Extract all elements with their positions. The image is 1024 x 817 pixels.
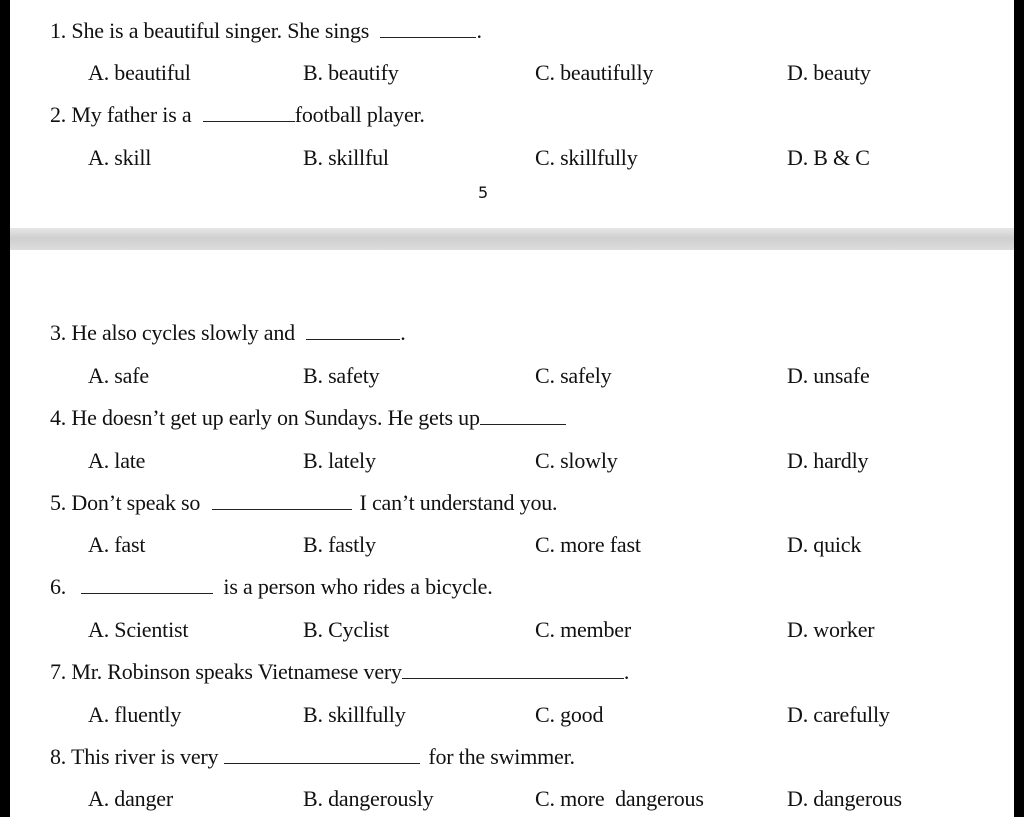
question-1 [50,18,482,44]
option-c[interactable]: C. more dangerous [535,786,704,811]
option-b[interactable]: B. skillful [303,145,389,170]
question-text: She is a beautiful singer. She sings [71,18,370,43]
option-a[interactable]: A. Scientist [88,617,189,642]
question-text-end: is a person who rides a bicycle. [223,574,493,599]
option-b[interactable]: B. beautify [303,60,399,85]
question-text-end: . [623,659,630,684]
question-number: 2. [50,102,67,127]
option-a[interactable]: A. beautiful [88,60,191,85]
question-text: Mr. Robinson speaks Vietnamese very [71,659,402,684]
answer-blank[interactable] [402,660,624,679]
option-c[interactable]: C. safely [535,363,612,388]
question-text-end: I can’t understand you. [359,490,558,515]
option-a[interactable]: A. late [88,448,146,473]
question-text: He doesn’t get up early on Sundays. He gets up [71,405,480,430]
option-a[interactable]: A. skill [88,145,152,170]
option-d[interactable]: D. B & C [787,145,870,170]
option-d[interactable]: D. beauty [787,60,871,85]
option-c[interactable]: C. more fast [535,532,641,557]
question-3 [50,320,406,346]
option-b[interactable]: B. safety [303,363,380,388]
option-a[interactable]: A. fluently [88,702,182,727]
option-b[interactable]: B. lately [303,448,376,473]
option-d[interactable]: D. worker [787,617,875,642]
option-d[interactable]: D. hardly [787,448,869,473]
question-text: He also cycles slowly and [71,320,295,345]
option-b[interactable]: B. skillfully [303,702,406,727]
page-number: 5 [478,183,489,202]
option-d[interactable]: D. quick [787,532,862,557]
question-4 [50,405,566,431]
question-number: 1. [50,18,67,43]
option-a[interactable]: A. safe [88,363,149,388]
question-number: 3. [50,320,67,345]
option-c[interactable]: C. member [535,617,631,642]
question-text: My father is a [71,102,192,127]
option-d[interactable]: D. unsafe [787,363,870,388]
question-number: 6. [50,574,67,599]
option-d[interactable]: D. carefully [787,702,890,727]
option-b[interactable]: B. fastly [303,532,376,557]
question-2 [50,102,425,128]
question-text-end: . [400,320,406,345]
page-gap [10,228,1014,250]
option-d[interactable]: D. dangerous [787,786,902,811]
answer-blank[interactable] [380,19,476,38]
question-7 [50,659,629,685]
question-6 [50,574,493,600]
question-text: This river is very [71,744,219,769]
answer-blank[interactable] [480,406,566,425]
question-number: 7. [50,659,67,684]
question-8 [50,744,575,770]
option-b[interactable]: B. Cyclist [303,617,390,642]
option-a[interactable]: A. fast [88,532,146,557]
option-a[interactable]: A. danger [88,786,173,811]
answer-blank[interactable] [203,103,295,122]
option-c[interactable]: C. good [535,702,604,727]
option-c[interactable]: C. skillfully [535,145,638,170]
question-text-end: for the swimmer. [428,744,575,769]
answer-blank[interactable] [81,575,213,594]
answer-blank[interactable] [224,745,420,764]
question-5 [50,490,557,516]
question-text-end: . [476,18,482,43]
question-number: 8. [50,744,67,769]
option-c[interactable]: C. beautifully [535,60,654,85]
question-number: 4. [50,405,67,430]
question-number: 5. [50,490,67,515]
question-text-end: football player. [294,102,425,127]
question-text: Don’t speak so [71,490,201,515]
answer-blank[interactable] [306,321,400,340]
answer-blank[interactable] [212,491,352,510]
option-c[interactable]: C. slowly [535,448,618,473]
option-b[interactable]: B. dangerously [303,786,434,811]
